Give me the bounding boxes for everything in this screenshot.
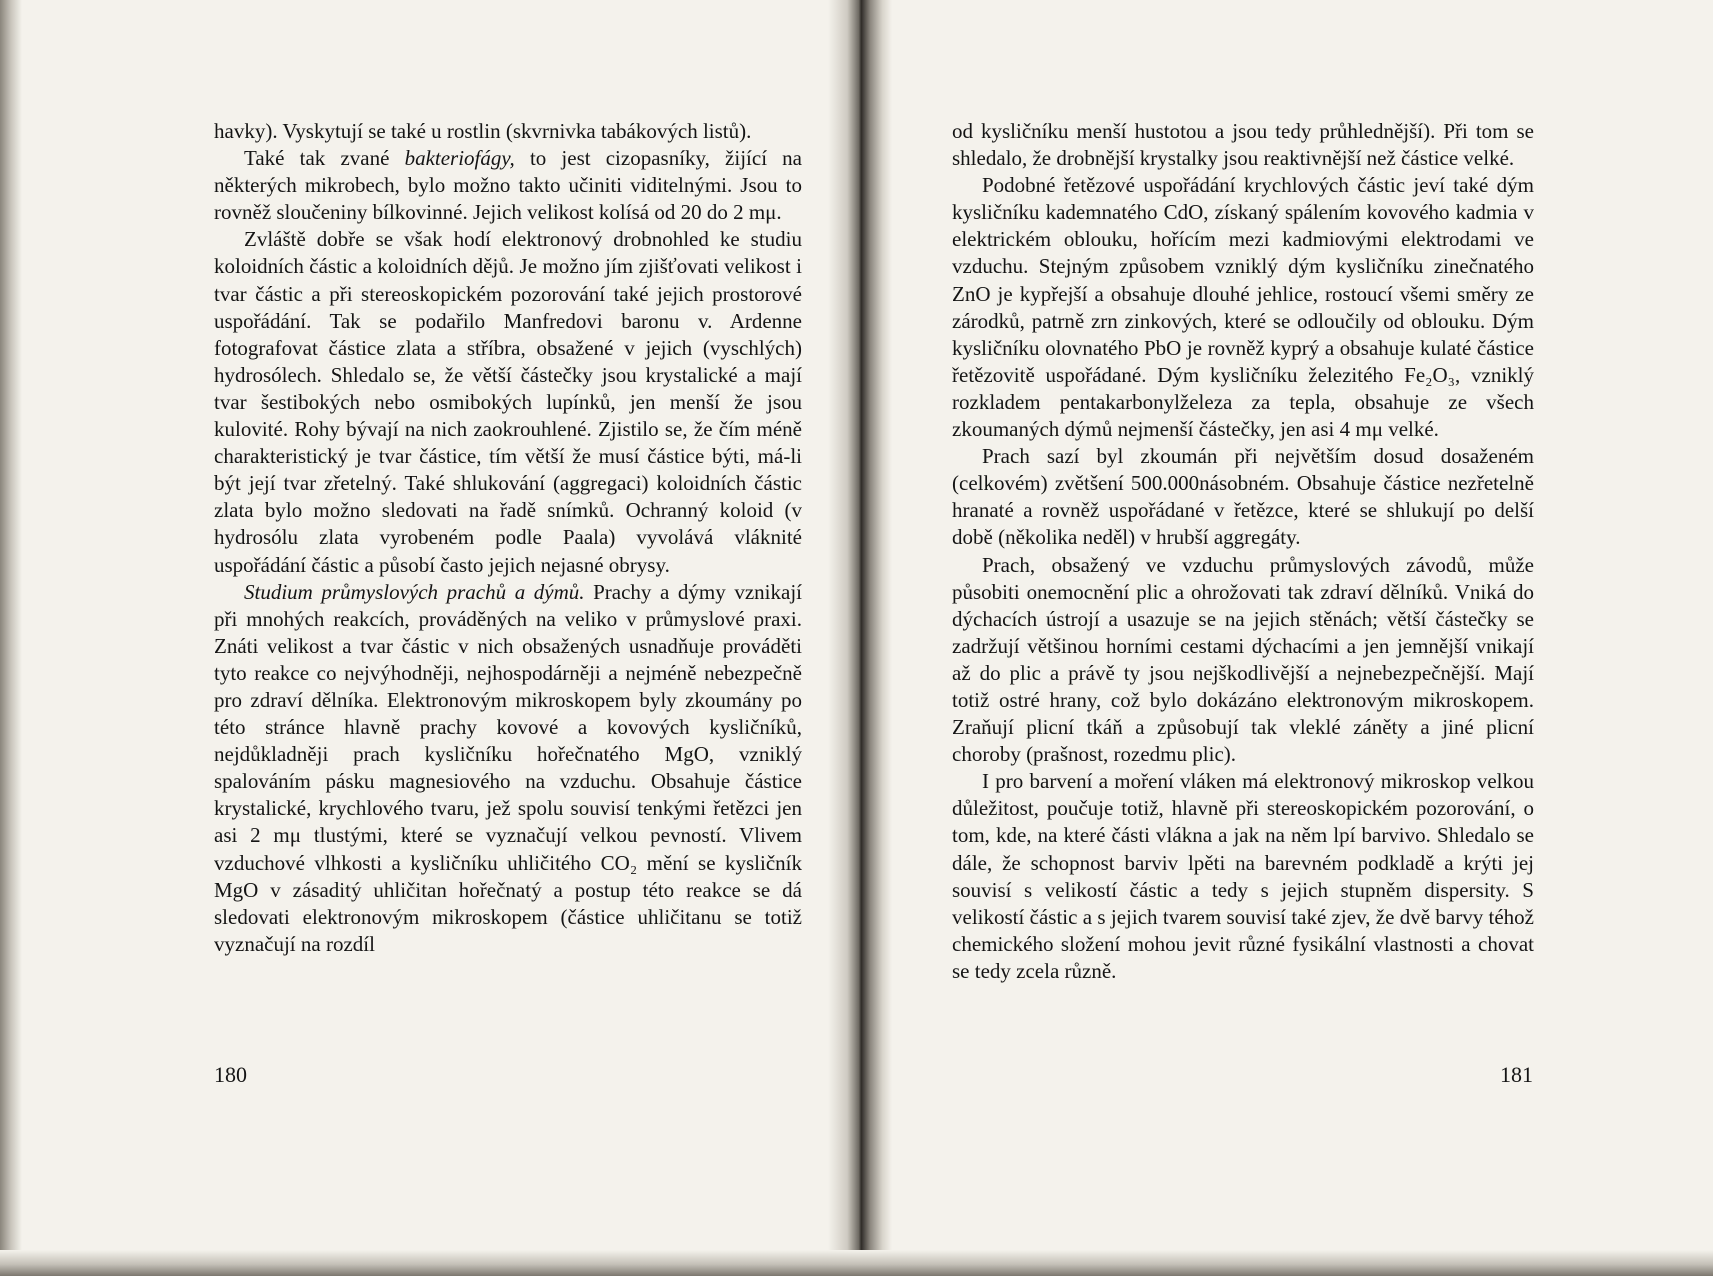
- page-edge-bottom: [0, 1250, 1713, 1276]
- paragraph: [952, 443, 1534, 551]
- left-page-text: [214, 118, 802, 958]
- text-run: to jest cizopasníky, žijící na některých mikrobech, bylo možno takto učiniti viditelnými. Jsou to rovněž sloučeniny bílkovinné. Jejich velikost kolísá od 20 do 2 mμ.: [214, 146, 802, 225]
- paragraph: [214, 579, 802, 958]
- text-run: Zvláště dobře se však hodí elektronový drobnohled ke studiu koloidních částic a koloidních dějů. Je možno jím zjišťovati velikost i tvar částic a při stereoskopickém pozorování také jejich prostorové uspořádání. Tak se podařilo Manfredovi baronu v. Ardenne fotografovat částice zlata a stříbra, obsažené v jejich (vyschlých) hydrosólech. Shledalo se, že větší částečky jsou krystalické a mají tvar šestibokých nebo osmibokých lupínků, jen menší že jsou kulovité. Rohy bývají na nich zaokrouhlené. Zjistilo se, že čím méně charakteristický je tvar částice, tím větší že musí částice býti, má-li být její tvar zřetelný. Také shlukování (aggregaci) koloidních částic zlata bylo možno sledovati na řadě snímků. Ochranný koloid (v hydrosólu zlata vyrobeném podle Paala) vyvolává vláknité uspořádání částic a působí často jejich nejasné obrysy.: [214, 227, 802, 577]
- page-edge-left: [0, 0, 22, 1276]
- paragraph: [214, 118, 802, 145]
- book-spine-gutter: [828, 0, 892, 1276]
- right-page-number: 181: [1500, 1062, 1533, 1087]
- text-run: Také tak zvané: [244, 146, 405, 171]
- italic-phrase: Studium průmyslových prachů a dýmů.: [244, 579, 585, 604]
- text-run: Prach sazí byl zkoumán při největším dosud dosaženém (celkovém) zvětšení 500.000násobném. Obsahuje částice nezřetelně hranaté a rovněž uspořádané v řetězce, které se shlukují po delší době (několika neděl) v hrubší aggregáty.: [952, 444, 1534, 550]
- paragraph: [952, 118, 1534, 172]
- text-run: Podobné řetězové uspořádání krychlových částic jeví také dým kysličníku kademnatého CdO, získaný spálením kovového kadmia v elektrickém oblouku, hořícím mezi kadmiovými elektrodami ve vzduchu. Stejným způsobem vzniklý dým kysličníku zinečnatého ZnO je kypřejší a obsahuje dlouhé jehlice, rostoucí všemi směry ze zárodků, patrně zrn zinkových, které se odloučily od oblouku. Dým kysličníku olovnatého PbO je rovněž kyprý a obsahuje kulaté částice řetězovitě uspořádané. Dým kysličníku železitého Fe₂O₃, vzniklý rozkladem pentakarbonylželeza za tepla, obsahuje ze všech zkoumaných dýmů nejmenší částečky, jen asi 4 mμ velké.: [952, 173, 1534, 442]
- text-run: havky). Vyskytují se také u rostlin (skvrnivka tabákových listů).: [214, 119, 752, 143]
- text-run: I pro barvení a moření vláken má elektronový mikroskop velkou důležitost, poučuje totiž, hlavně při stereoskopickém pozorování, o tom, kde, na které části vlákna a jak na něm lpí barvivo. Shledalo se dále, že schopnost barviv lpěti na barevném podkladě a krýti jej souvisí s velikostí částic a tedy s jejich stupněm dispersity. S velikostí částic a s jejich tvarem souvisí také zjev, že dvě barvy téhož chemického složení mohou jevit různé fysikální vlastnosti a chovat se tedy zcela různě.: [952, 769, 1534, 983]
- italic-phrase: bakteriofágy,: [404, 146, 515, 171]
- paragraph: [952, 172, 1534, 443]
- paragraph: [214, 226, 802, 578]
- paragraph: [952, 552, 1534, 769]
- text-run: Prach, obsažený ve vzduchu průmyslových závodů, může působiti onemocnění plic a ohrožovati tak zdraví dělníků. Vniká do dýchacích ústrojí a usazuje se na jejich stěnách; větší částečky se zadržují většinou horními cestami dýchacími a jen jemnější vnikají až do plic a právě ty jsou nejškodlivější a nejnebezpečnější. Mají totiž ostré hrany, což bylo dokázáno elektronovým mikroskopem. Zraňují plicní tkáň a způsobují tak vleklé záněty a jiné plicní choroby (prašnost, rozedmu plic).: [952, 552, 1534, 767]
- paragraph: [214, 145, 802, 226]
- text-run: Prachy a dýmy vznikají při mnohých reakcích, prováděných na veliko v průmyslové praxi. Znáti velikost a tvar částic v nich obsažených usnadňuje prováděti tyto reakce co nejvýhodněji, nejhospodárněji a nejméně nebezpečně pro zdraví dělníka. Elektronovým mikroskopem byly zkoumány po této stránce hlavně prachy kovové a kovových kysličníků, nejdůkladněji prach kysličníku hořečnatého MgO, vzniklý spalováním pásku magnesiového na vzduchu. Obsahuje částice krystalické, krychlového tvaru, jež spolu souvisí tenkými řetězci jen asi 2 mμ tlustými, které se vyznačují velkou pevností. Vlivem vzduchové vlhkosti a kysličníku uhličitého CO₂ mění se kysličník MgO v zásaditý uhličitan hořečnatý a postup této reakce se dá sledovati elektronovým mikroskopem (částice uhličitanu se totiž vyznačují na rozdíl: [214, 579, 802, 956]
- left-page-number: 180: [214, 1062, 247, 1087]
- right-page-text: [952, 118, 1534, 985]
- text-run: od kysličníku menší hustotou a jsou tedy průhlednější). Při tom se shledalo, že drobnější krystalky jsou reaktivnější než částice velké.: [952, 119, 1534, 171]
- paragraph: [952, 768, 1534, 985]
